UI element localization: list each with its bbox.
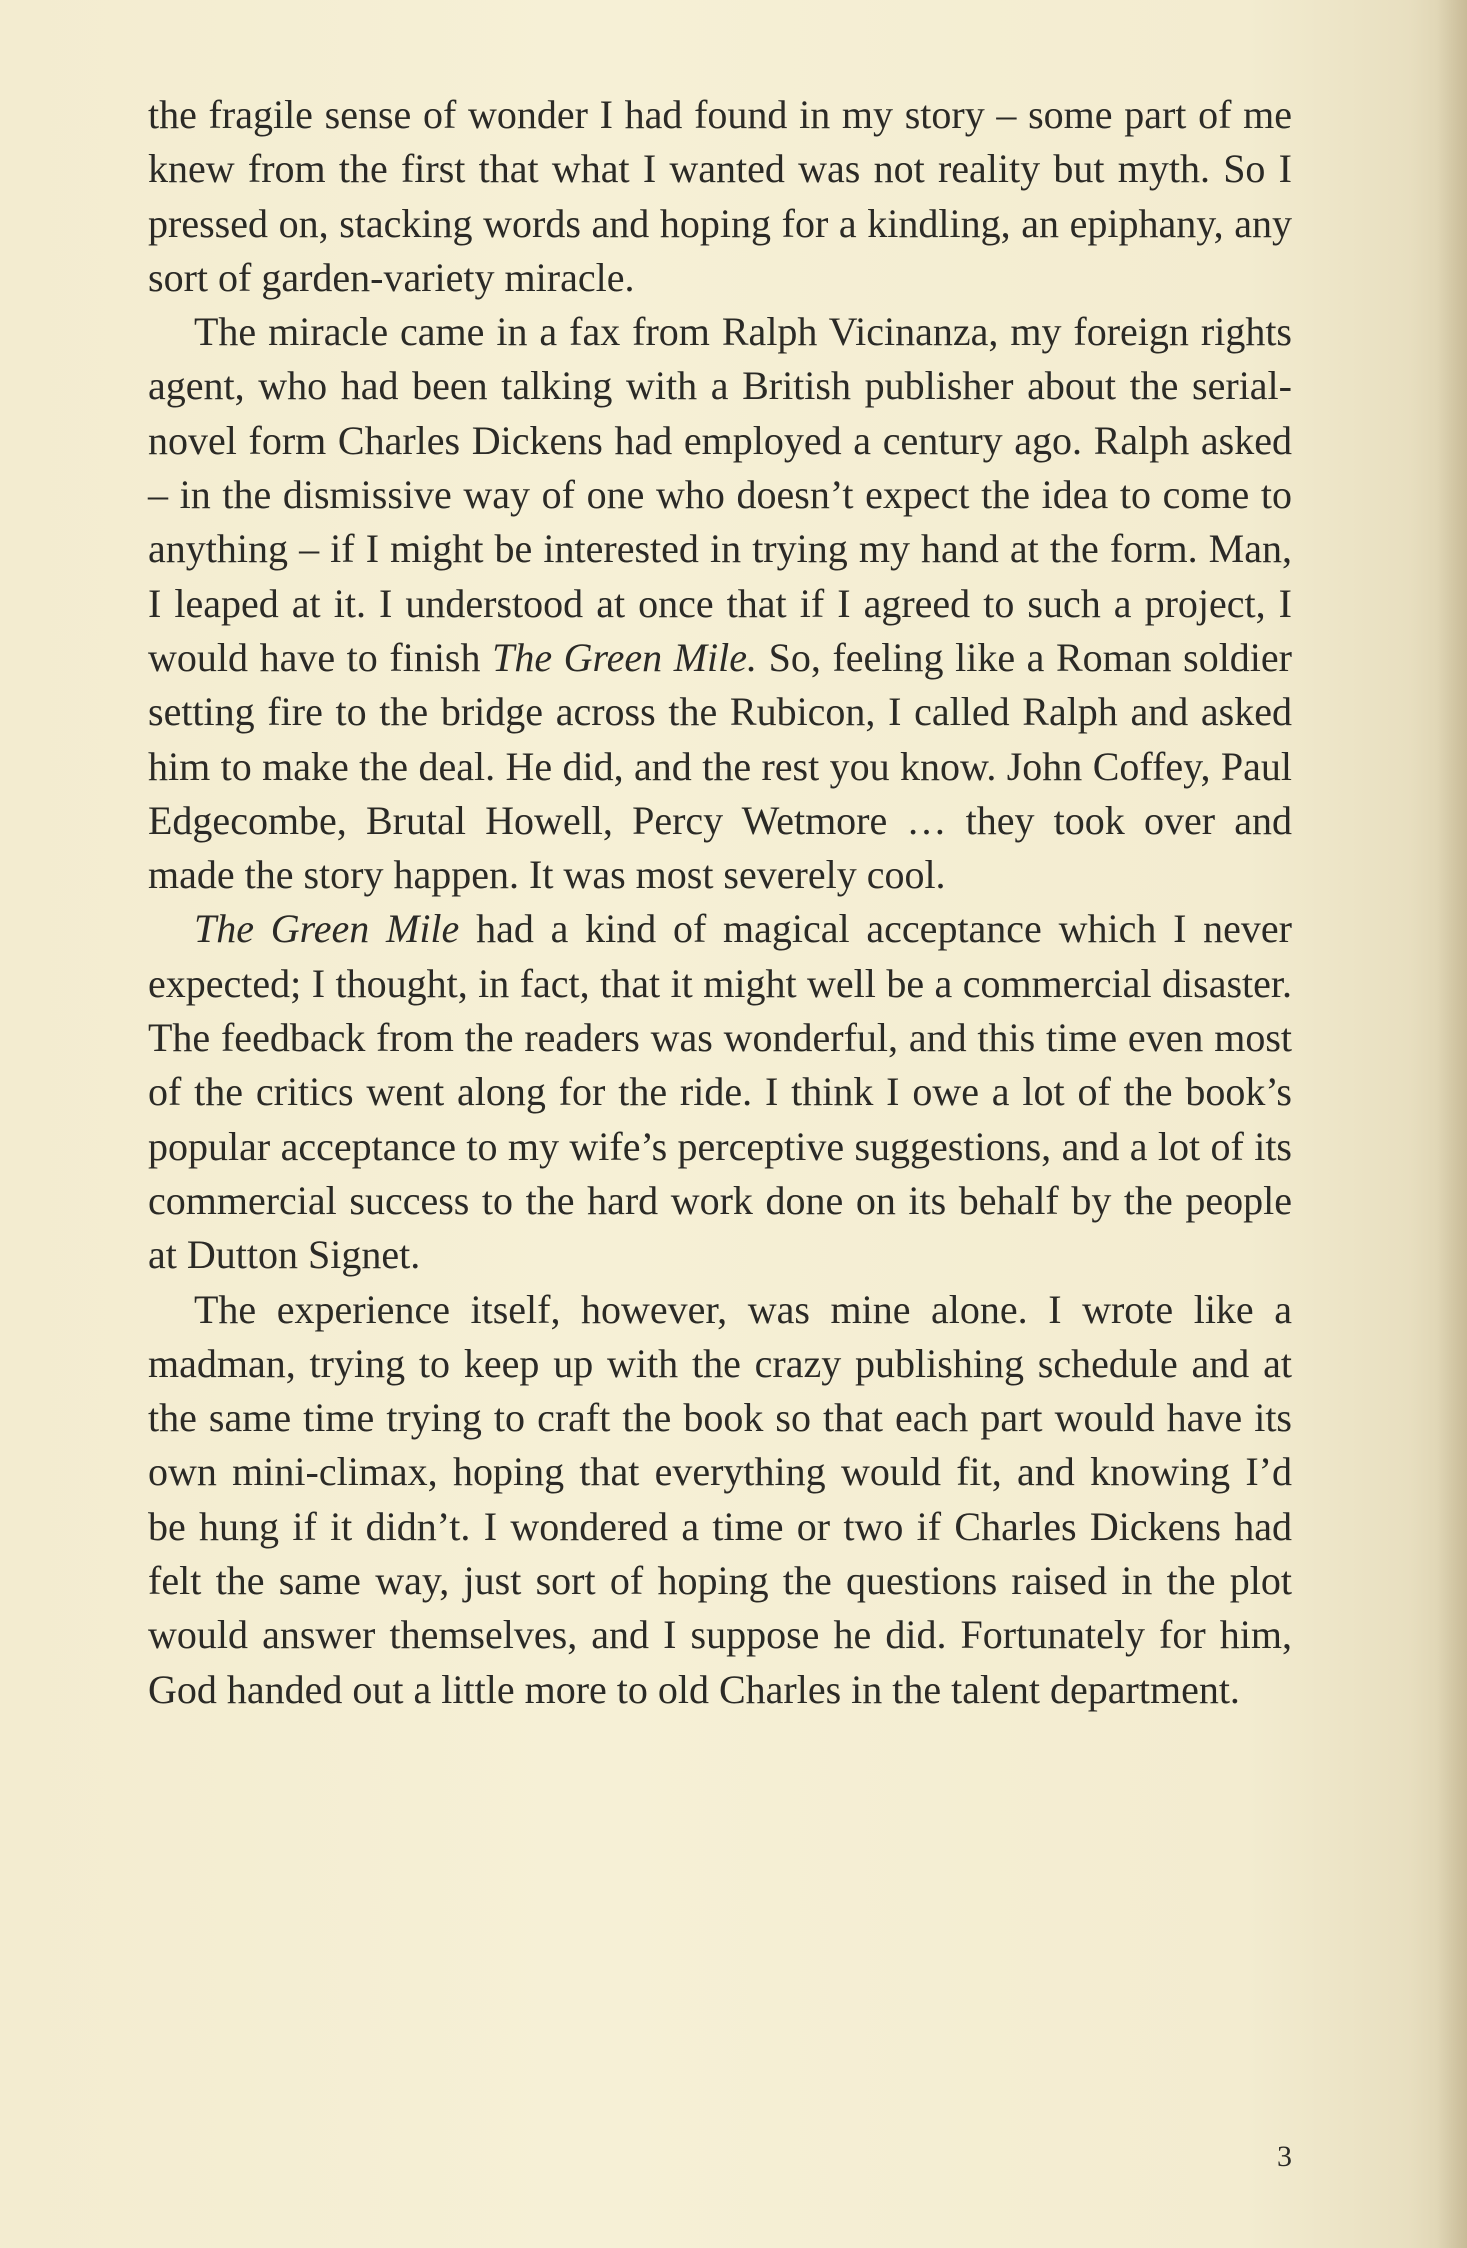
paragraph-1-text: the fragile sense of wonder I had found in my story – some part of me knew from the first that what I wanted was not reality but myth. So I pressed on, stacking words and hoping for a kindling, an epiphany, any sort of garden-variety miracle. — [148, 92, 1292, 300]
paragraph-2 — [148, 305, 1292, 902]
paragraph-2-text-a: The miracle came in a fax from Ralph Vicinanza, my foreign rights agent, who had been talking with a British publisher about the serial-novel form Charles Dickens had employed a century ago. Ralph asked – in the dismissive way of one who doesn’t expect the idea to come to anything – if I might be interested in trying my hand at the form. Man, I leaped at it. I understood at once that if I agreed to such a project, I would have to finish — [148, 309, 1292, 680]
body-text — [148, 88, 1292, 1717]
paragraph-2-text-b: So, feeling like a Roman soldier setting fire to the bridge across the Rubicon, I called Ralph and asked him to make the deal. He did, and the rest you know. John Coffey, Paul Edgecombe, Brutal Howell, Percy Wetmore … they took over and made the story happen. It was most severely cool. — [148, 634, 1292, 898]
page-number: 3 — [1277, 2140, 1292, 2173]
paragraph-4 — [148, 1283, 1292, 1717]
book-title-italic: The Green Mile — [194, 906, 460, 952]
paragraph-3 — [148, 902, 1292, 1282]
book-title-italic: The Green Mile. — [492, 634, 758, 680]
paragraph-3-text: had a kind of magical acceptance which I never expected; I thought, in fact, that it might well be a commercial disaster. The feedback from the readers was wonderful, and this time even most of the critics went along for the ride. I think I owe a lot of the book’s popular acceptance to my wife’s perceptive suggestions, and a lot of its commercial success to the hard work done on its behalf by the people at Dutton Signet. — [148, 906, 1293, 1278]
page-edge-shadow — [1437, 0, 1467, 2248]
paragraph-4-text: The experience itself, however, was mine alone. I wrote like a madman, trying to keep up with the crazy publishing schedule and at the same time trying to craft the book so that each part would have its own mini-climax, hoping that everything would fit, and knowing I’d be hung if it didn’t. I wondered a time or two if Charles Dickens had felt the same way, just sort of hoping the questions raised in the plot would answer themselves, and I suppose he did. Fortunately for him, God handed out a little more to old Charles in the talent department. — [148, 1286, 1292, 1712]
paragraph-1 — [148, 88, 1292, 305]
